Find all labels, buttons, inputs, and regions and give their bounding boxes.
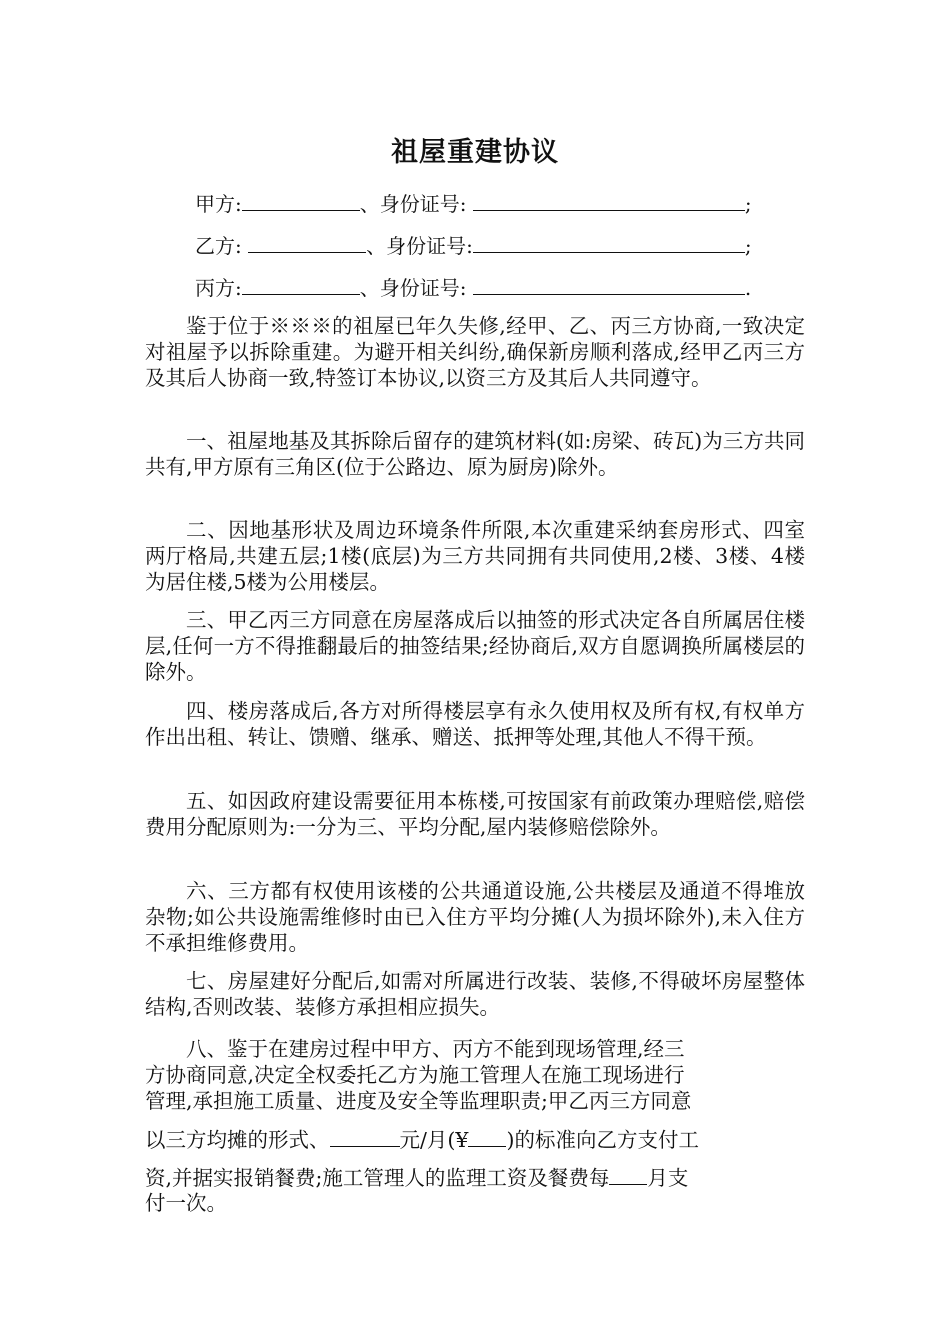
clause-8-line-4 — [145, 1126, 805, 1152]
party-a-end: ; — [744, 192, 752, 216]
party-c-id-blank — [473, 272, 745, 295]
clause-8-line-5 — [145, 1164, 805, 1190]
party-a-label: 甲方: — [195, 192, 242, 216]
clause-5: 五、如因政府建设需要征用本栋楼,可按国家有前政策办理赔偿,赔偿费用分配原则为:一分为三、平均分配,屋内装修赔偿除外。 — [145, 789, 805, 839]
clause-2: 二、因地基形状及周边环境条件所限,本次重建采纳套房形式、四室两厅格局,共建五层;1楼(底层)为三方共同拥有共同使用,2楼、3楼、4楼为居住楼,5楼为公用楼层。 — [145, 518, 805, 594]
clause-8-line-4-a: 以三方均摊的形式、 — [145, 1128, 330, 1152]
monthly-amount-blank — [330, 1126, 400, 1147]
party-b-line — [195, 230, 752, 258]
party-c-line — [195, 272, 751, 300]
party-a-id-blank — [473, 188, 745, 211]
clause-8-line-4-b: 元/月(¥ — [399, 1128, 469, 1152]
yuan-amount-blank — [468, 1126, 506, 1147]
clause-8-line-4-c: )的标准向乙方支付工 — [506, 1128, 699, 1152]
clause-1: 一、祖屋地基及其拆除后留存的建筑材料(如:房梁、砖瓦)为三方共同共有,甲方原有三角区(位于公路边、原为厨房)除外。 — [145, 429, 805, 479]
party-b-name-blank — [248, 230, 366, 253]
party-b-end: ; — [744, 234, 752, 258]
party-b-label: 乙方: — [195, 234, 242, 258]
payment-period-blank — [609, 1164, 647, 1185]
party-a-id-label: 、身份证号: — [359, 192, 467, 216]
intro-paragraph: 鉴于位于※※※的祖屋已年久失修,经甲、乙、丙三方协商,一致决定对祖屋予以拆除重建。为避开相关纠纷,确保新房顺利落成,经甲乙丙三方及其后人协商一致,特签订本协议,以资三方及其后人共同遵守。 — [145, 314, 805, 390]
party-a-line — [195, 188, 752, 216]
party-b-id-label: 、身份证号: — [366, 234, 473, 258]
clause-8-line-3: 管理,承担施工质量、进度及安全等监理职责;甲乙丙三方同意 — [145, 1089, 692, 1113]
party-c-name-blank — [242, 272, 360, 295]
party-c-id-label: 、身份证号: — [359, 276, 467, 300]
clause-8-line-5-b: 月支 — [647, 1166, 689, 1190]
document-title: 祖屋重建协议 — [391, 137, 559, 168]
clause-6: 六、三方都有权使用该楼的公共通道设施,公共楼层及通道不得堆放杂物;如公共设施需维修时由已入住方平均分摊(人为损坏除外),未入住方不承担维修费用。 — [145, 879, 805, 955]
clause-7: 七、房屋建好分配后,如需对所属进行改装、装修,不得破坏房屋整体结构,否则改装、装修方承担相应损失。 — [145, 969, 805, 1019]
party-a-name-blank — [242, 188, 360, 211]
clause-8 — [145, 1036, 805, 1216]
clause-8-line-5-a: 资,并据实报销餐费;施工管理人的监理工资及餐费每 — [145, 1166, 610, 1190]
party-c-end: . — [744, 276, 752, 300]
party-b-id-blank — [473, 230, 745, 253]
clause-8-line-6: 付一次。 — [145, 1191, 227, 1215]
clause-8-line-1: 八、鉴于在建房过程中甲方、丙方不能到现场管理,经三 — [186, 1037, 685, 1061]
party-c-label: 丙方: — [195, 276, 242, 300]
clause-4: 四、楼房落成后,各方对所得楼层享有永久使用权及所有权,有权单方作出出租、转让、馈赠、继承、赠送、抵押等处理,其他人不得干预。 — [145, 699, 805, 749]
clause-8-line-2: 方协商同意,决定全权委托乙方为施工管理人在施工现场进行 — [145, 1063, 685, 1087]
clause-3: 三、甲乙丙三方同意在房屋落成后以抽签的形式决定各自所属居住楼层,任何一方不得推翻最后的抽签结果;经协商后,双方自愿调换所属楼层的除外。 — [145, 608, 805, 684]
